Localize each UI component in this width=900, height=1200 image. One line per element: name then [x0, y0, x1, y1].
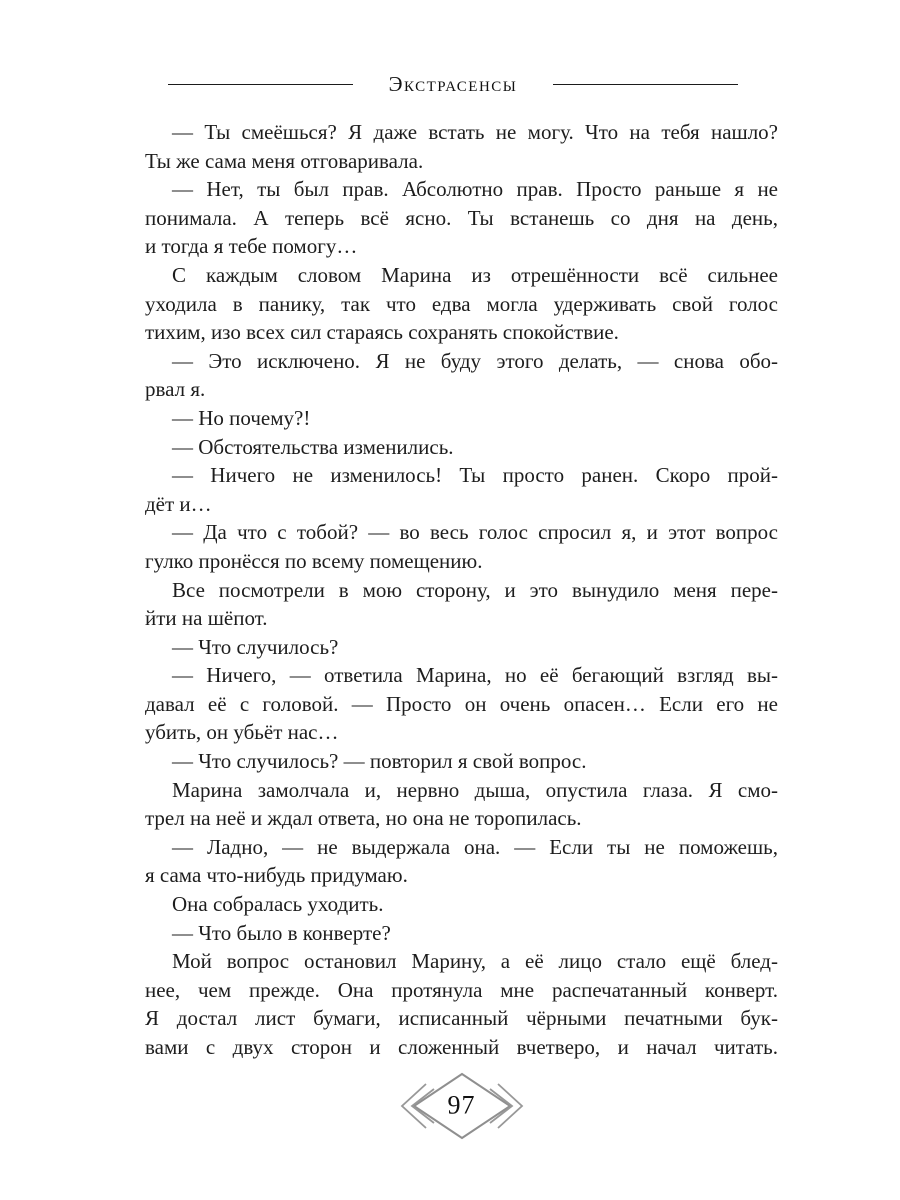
- text-line: — Нет, ты был прав. Абсолютно прав. Просто раньше я не: [172, 177, 778, 202]
- page-footer: [145, 1070, 778, 1142]
- text-line: — Что было в конверте?: [172, 920, 391, 945]
- text-line: — Но почему?!: [172, 405, 311, 430]
- page-number-ornament: [392, 1070, 532, 1142]
- text-line: рвал я.: [145, 377, 206, 402]
- text-line: тихим, изо всех сил стараясь сохранять спокойствие.: [145, 320, 619, 345]
- text-line: — Ничего, — ответила Марина, но её бегающий взгляд вы-: [172, 663, 778, 688]
- text-line: понимала. А теперь всё ясно. Ты встанешь со дня на день,: [145, 205, 778, 230]
- text-line: гулко пронёсся по всему помещению.: [145, 548, 483, 573]
- text-line: Мой вопрос остановил Марину, а её лицо стало ещё блед-: [172, 949, 778, 974]
- text-line: Она собралась уходить.: [172, 892, 384, 917]
- text-line: Ты же сама меня отговаривала.: [145, 148, 424, 173]
- text-line: — Да что с тобой? — во весь голос спросил я, и этот вопрос: [172, 520, 778, 545]
- page-text: [145, 118, 778, 1062]
- text-line: трел на неё и ждал ответа, но она не торопилась.: [145, 806, 582, 831]
- text-line: — Ты смеёшься? Я даже встать не могу. Что на тебя нашло?: [172, 120, 778, 144]
- text-line: — Это исключено. Я не буду этого делать, — снова обо-: [172, 348, 778, 373]
- text-line: — Ладно, — не выдержала она. — Если ты не поможешь,: [172, 834, 778, 859]
- text-line: — Обстоятельства изменились.: [172, 434, 454, 459]
- text-line: и тогда я тебе помогу…: [145, 234, 358, 259]
- text-line: — Ничего не изменилось! Ты просто ранен. Скоро прой-: [172, 463, 778, 488]
- text-line: Марина замолчала и, нервно дыша, опустила глаза. Я смо-: [172, 777, 778, 802]
- text-line: я сама что-нибудь придумаю.: [145, 863, 408, 888]
- text-line: Я достал лист бумаги, исписанный чёрными печатными бук-: [145, 1006, 778, 1031]
- text-line: нее, чем прежде. Она протянула мне распечатанный конверт.: [145, 977, 778, 1002]
- running-head: [168, 72, 738, 97]
- header-rule-left: [168, 84, 353, 85]
- text-line: йти на шёпот.: [145, 606, 268, 631]
- running-head-title: Экстрасенсы: [388, 72, 518, 96]
- text-line: вами с двух сторон и сложенный вчетверо, и начал читать.: [145, 1035, 778, 1059]
- text-line: дёт и…: [145, 491, 212, 516]
- text-line: С каждым словом Марина из отрешённости всё сильнее: [172, 262, 778, 287]
- text-line: уходила в панику, так что едва могла удерживать свой голос: [145, 291, 778, 316]
- text-line: давал её с головой. — Просто он очень опасен… Если его не: [145, 691, 778, 716]
- text-line: — Что случилось?: [172, 634, 339, 659]
- header-rule-right: [553, 84, 738, 85]
- text-line: убить, он убьёт нас…: [145, 720, 339, 745]
- text-line: Все посмотрели в мою сторону, и это вынудило меня пере-: [172, 577, 778, 602]
- page-number: 97: [447, 1089, 476, 1119]
- text-line: — Что случилось? — повторил я свой вопрос.: [172, 749, 587, 774]
